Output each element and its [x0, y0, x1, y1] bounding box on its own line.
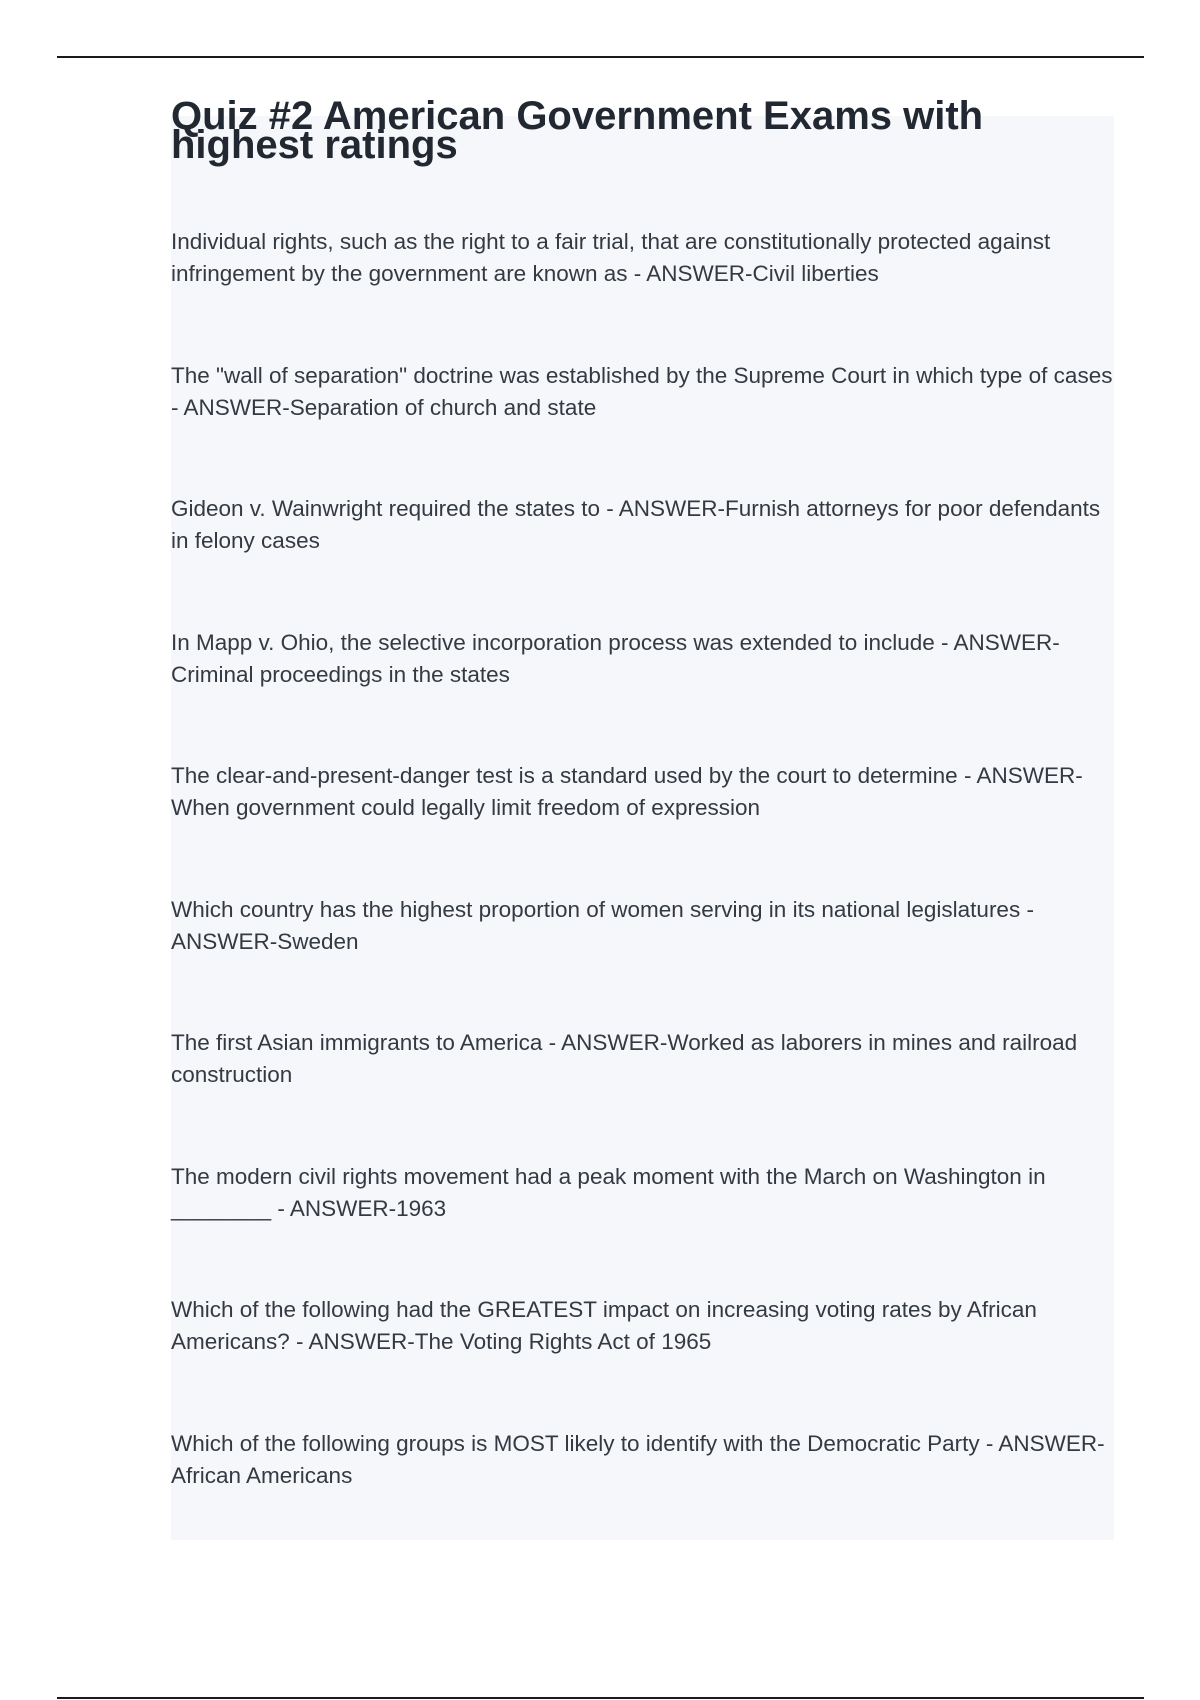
qa-item: [171, 226, 1116, 360]
qa-text: The clear-and-present-danger test is a standard used by the court to determine - ANSWER-When government could legally limit freedom of expression: [171, 763, 1083, 820]
qa-item: [171, 1294, 1116, 1428]
qa-text: Which country has the highest proportion of women serving in its national legislatures - ANSWER-Sweden: [171, 896, 1034, 954]
qa-item: [171, 360, 1116, 494]
qa-item: [171, 894, 1116, 1028]
qa-item: [171, 1161, 1116, 1295]
bottom-rule: [57, 1697, 1144, 1699]
qa-text: In Mapp v. Ohio, the selective incorporation process was extended to include - ANSWER-Criminal proceedings in the states: [171, 629, 1060, 687]
qa-text: Gideon v. Wainwright required the states to - ANSWER-Furnish attorneys for poor defendants in felony cases: [171, 496, 1101, 553]
qa-item: [171, 493, 1116, 627]
qa-text: Which of the following groups is MOST likely to identify with the Democratic Party - ANSWER-African Americans: [171, 1430, 1105, 1488]
qa-list: [171, 226, 1116, 1561]
qa-item: [171, 760, 1116, 894]
document-title: Quiz #2 American Government Exams with highest ratings: [171, 94, 984, 167]
qa-text: Individual rights, such as the right to a fair trial, that are constitutionally protected against infringement by the government are known as - ANSWER-Civil liberties: [171, 229, 1051, 286]
qa-item: [171, 1027, 1116, 1161]
qa-text: The "wall of separation" doctrine was established by the Supreme Court in which type of cases - ANSWER-Separation of church and state: [171, 362, 1113, 420]
qa-item: [171, 627, 1116, 761]
qa-text: Which of the following had the GREATEST impact on increasing voting rates by African Americans? - ANSWER-The Voting Rights Act of 1965: [171, 1297, 1037, 1354]
qa-text: The first Asian immigrants to America - ANSWER-Worked as laborers in mines and railroad construction: [171, 1030, 1078, 1087]
qa-text: The modern civil rights movement had a peak moment with the March on Washington in ________ - ANSWER-1963: [171, 1163, 1046, 1221]
qa-item: [171, 1428, 1116, 1562]
top-rule: [57, 56, 1144, 58]
